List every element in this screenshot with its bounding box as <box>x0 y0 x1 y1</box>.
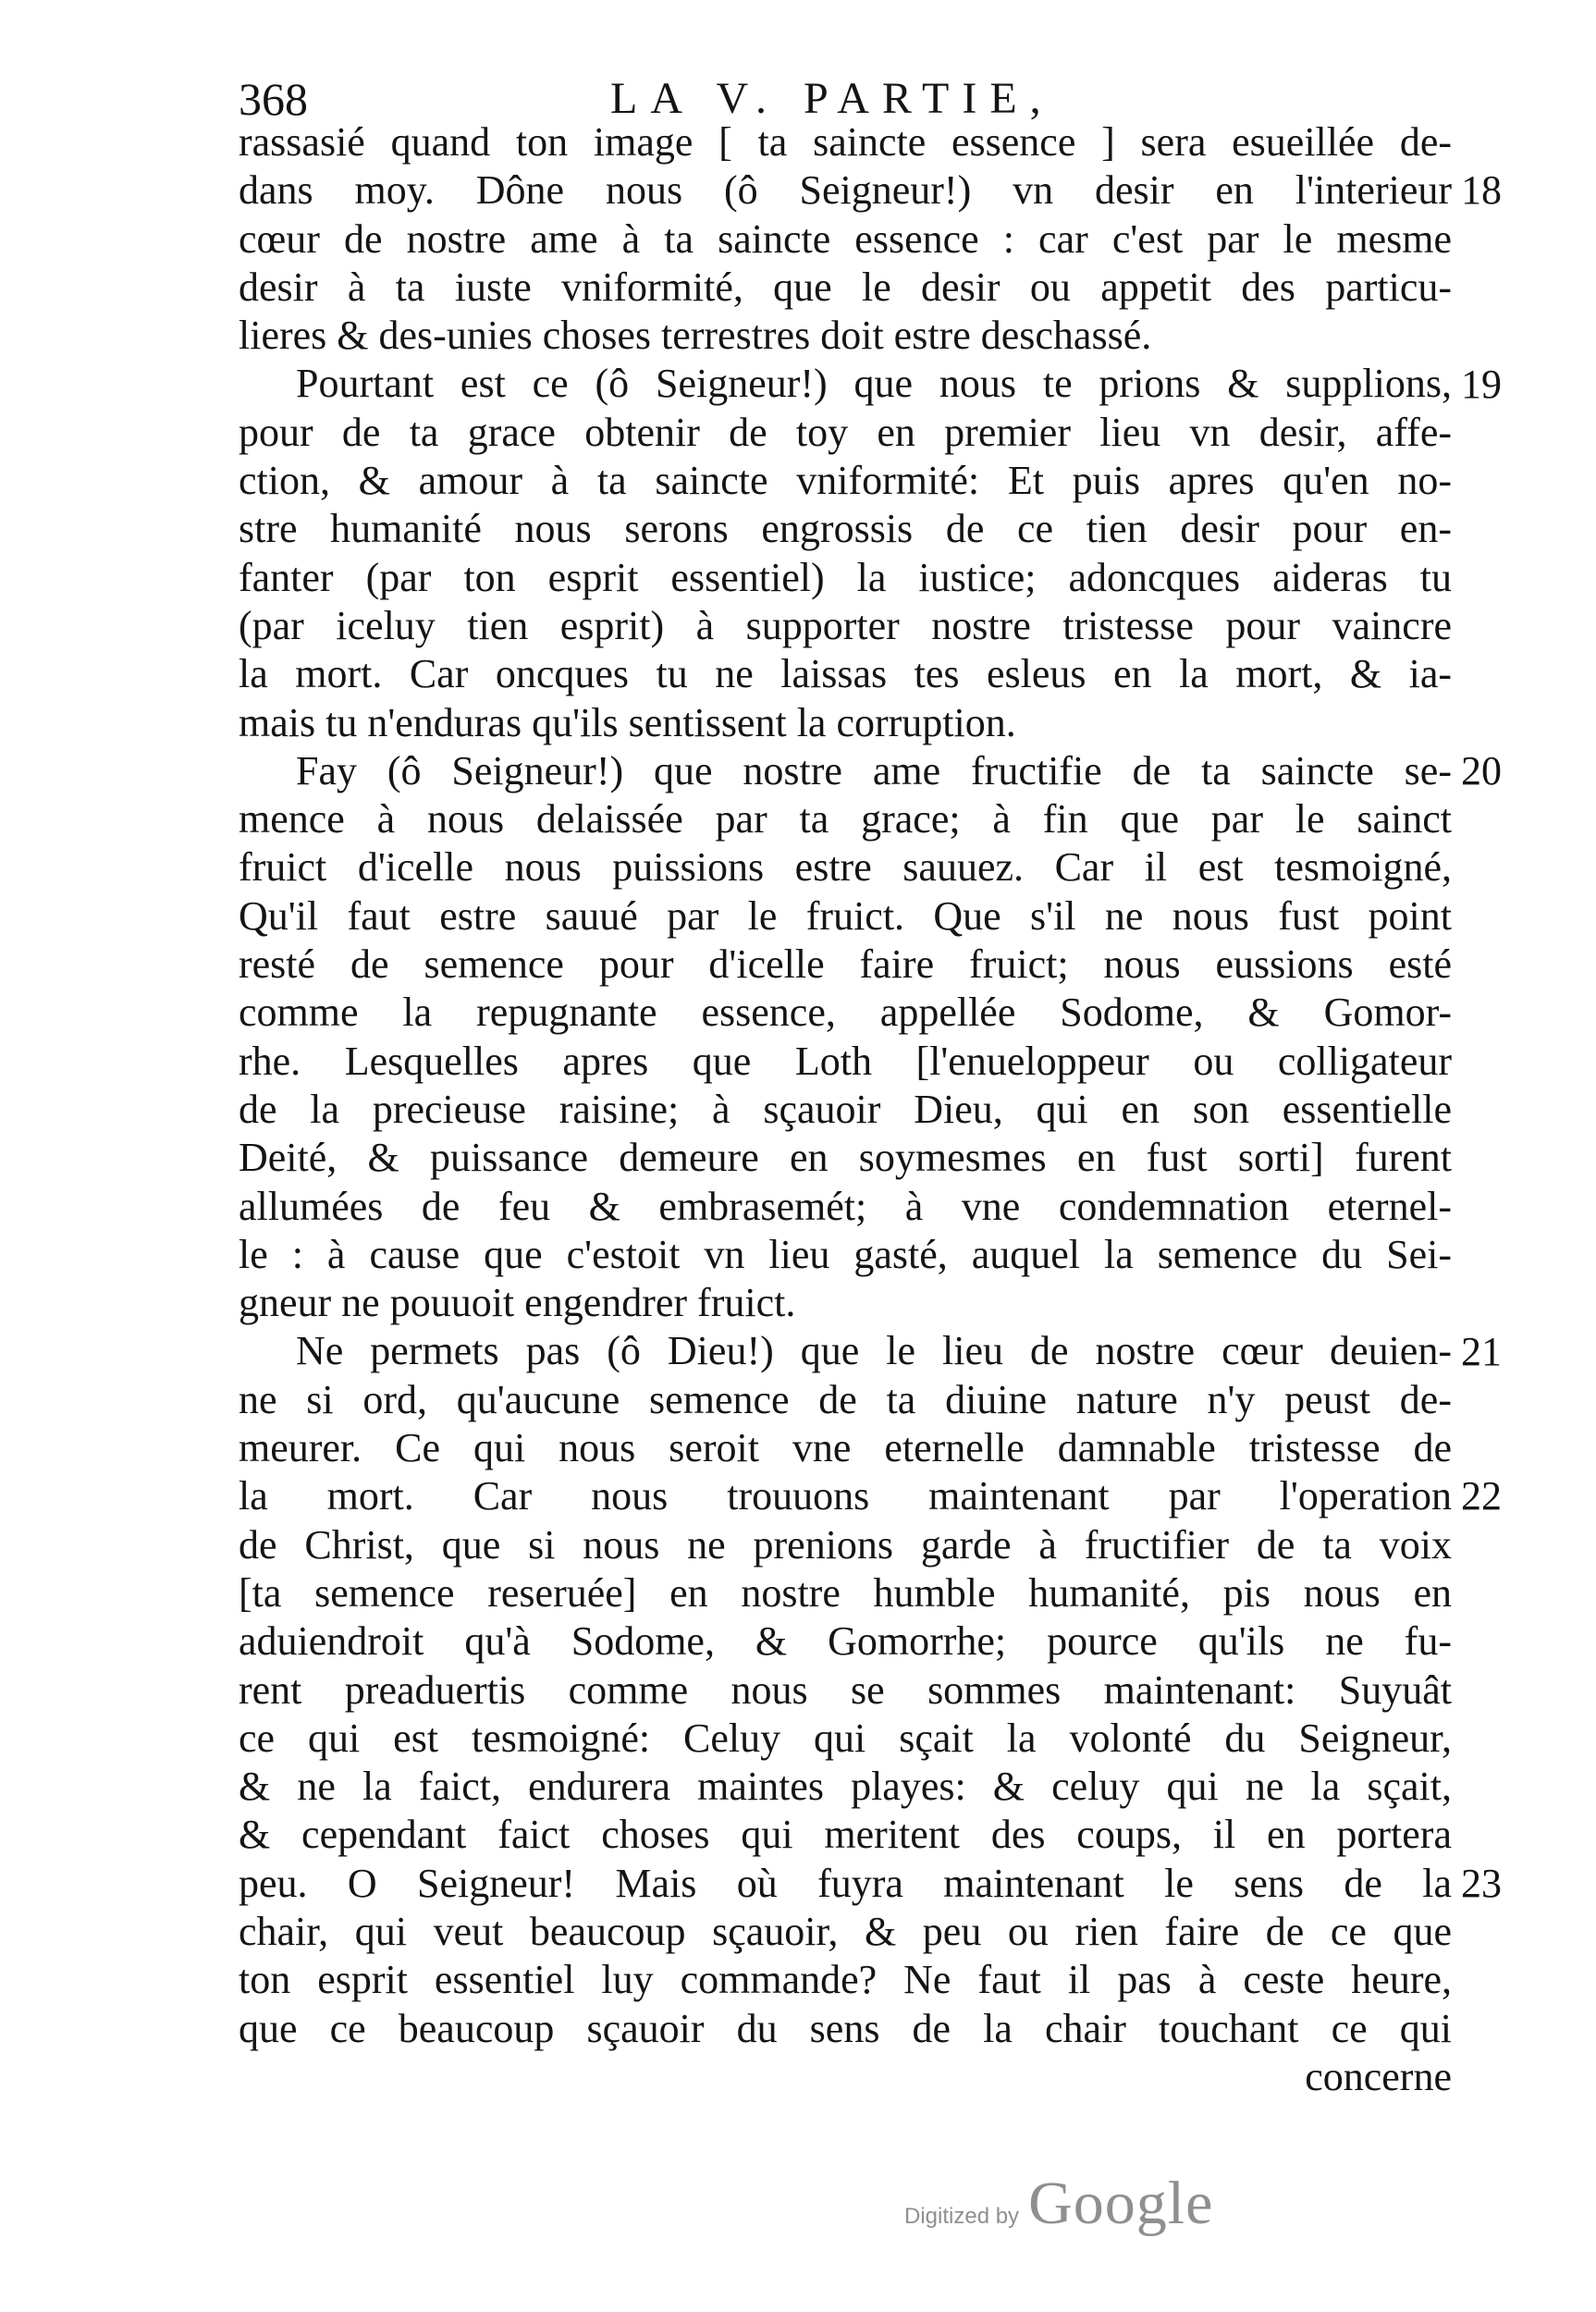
text-line: & cependant faict choses qui meritent des coups, il en portera <box>239 1812 1452 1858</box>
text-line: fanter (par ton esprit essentiel) la iustice; adoncques aideras tu <box>239 554 1452 600</box>
text-line: Fay (ô Seigneur!) que nostre ame fructifie de ta saincte se- <box>296 747 1452 793</box>
text-line: de la precieuse raisine; à sçauoir Dieu, qui en son essentielle <box>239 1086 1452 1132</box>
text-line: peu. O Seigneur! Mais où fuyra maintenant le sens de la <box>239 1860 1452 1906</box>
text-line: Ne permets pas (ô Dieu!) que le lieu de nostre cœur deuien- <box>296 1328 1452 1374</box>
text-line: la mort. Car nous trouuons maintenant par l'operation <box>239 1473 1452 1519</box>
text-line: resté de semence pour d'icelle faire fruict; nous eussions esté <box>239 941 1452 988</box>
text-line: Qu'il faut estre sauué par le fruict. Que s'il ne nous fust point <box>239 892 1452 939</box>
text-line: rent preaduertis comme nous se sommes maintenant: Suyuât <box>239 1666 1452 1713</box>
text-line: pour de ta grace obtenir de toy en premier lieu vn desir, affe- <box>239 409 1452 455</box>
text-line: mence à nous delaissée par ta grace; à fin que par le sainct <box>239 796 1452 842</box>
running-title: LA V. PARTIE, <box>610 74 1054 123</box>
text-line: allumées de feu & embrasemét; à vne condemnation eternel- <box>239 1183 1452 1229</box>
text-line: desir à ta iuste vniformité, que le desir ou appetit des particu- <box>239 264 1452 310</box>
text-line: dans moy. Dône nous (ô Seigneur!) vn desir en l'interieur <box>239 167 1452 214</box>
text-line: gneur ne pouuoit engendrer fruict. <box>239 1280 796 1326</box>
text-line: le : à cause que c'estoit vn lieu gasté, auquel la semence du Sei- <box>239 1231 1452 1277</box>
text-line: comme la repugnante essence, appellée Sodome, & Gomor- <box>239 990 1452 1036</box>
text-line: ton esprit essentiel luy commande? Ne faut il pas à ceste heure, <box>239 1957 1452 2003</box>
verse-number: 21 <box>1461 1328 1502 1374</box>
text-line: aduiendroit qu'à Sodome, & Gomorrhe; pource qu'ils ne fu- <box>239 1618 1452 1665</box>
text-line: fruict d'icelle nous puissions estre sauuez. Car il est tesmoigné, <box>239 844 1452 891</box>
text-line: (par iceluy tien esprit) à supporter nostre tristesse pour vaincre <box>239 602 1452 648</box>
google-logo: Google <box>1028 2170 1214 2237</box>
text-line: de Christ, que si nous ne prenions garde à fructifier de ta voix <box>239 1521 1452 1568</box>
text-line: rassasié quand ton image [ ta saincte essence ] sera esueillée de- <box>239 119 1452 165</box>
verse-number: 19 <box>1461 361 1502 407</box>
verse-number: 23 <box>1461 1860 1502 1906</box>
text-line: mais tu n'enduras qu'ils sentissent la corruption. <box>239 699 1016 745</box>
text-line: Pourtant est ce (ô Seigneur!) que nous te prions & supplions, <box>296 361 1452 407</box>
verse-number: 18 <box>1461 167 1502 214</box>
text-line: lieres & des-unies choses terrestres doit estre deschassé. <box>239 313 1152 359</box>
digitized-by-label: Digitized by <box>904 2204 1020 2229</box>
verse-number: 22 <box>1461 1473 1502 1519</box>
text-line: rhe. Lesquelles apres que Loth [l'enueloppeur ou colligateur <box>239 1038 1452 1084</box>
text-line: meurer. Ce qui nous seroit vne eternelle damnable tristesse de <box>239 1425 1452 1471</box>
page-number: 368 <box>239 73 308 125</box>
text-line: ne si ord, qu'aucune semence de ta diuine nature n'y peust de- <box>239 1376 1452 1422</box>
text-line: [ta semence reseruée] en nostre humble humanité, pis nous en <box>239 1569 1452 1616</box>
text-line: & ne la faict, endurera maintes playes: & celuy qui ne la sçait, <box>239 1764 1452 1810</box>
text-line: que ce beaucoup sçauoir du sens de la chair touchant ce qui <box>239 2005 1452 2051</box>
text-line: cœur de nostre ame à ta saincte essence : car c'est par le mesme <box>239 215 1452 262</box>
text-line: Deité, & puissance demeure en soymesmes en fust sorti] furent <box>239 1135 1452 1181</box>
digitization-stamp <box>904 2169 1213 2243</box>
verse-number: 20 <box>1461 747 1502 793</box>
text-line: ce qui est tesmoigné: Celuy qui sçait la volonté du Seigneur, <box>239 1715 1452 1761</box>
text-line: stre humanité nous serons engrossis de ce tien desir pour en- <box>239 506 1452 552</box>
catchword: concerne <box>1305 2053 1452 2099</box>
body-text <box>239 118 1452 2101</box>
text-line: chair, qui veut beaucoup sçauoir, & peu ou rien faire de ce que <box>239 1908 1452 1954</box>
text-line: ction, & amour à ta saincte vniformité: Et puis apres qu'en no- <box>239 458 1452 504</box>
text-line: la mort. Car oncques tu ne laissas tes esleus en la mort, & ia- <box>239 651 1452 697</box>
